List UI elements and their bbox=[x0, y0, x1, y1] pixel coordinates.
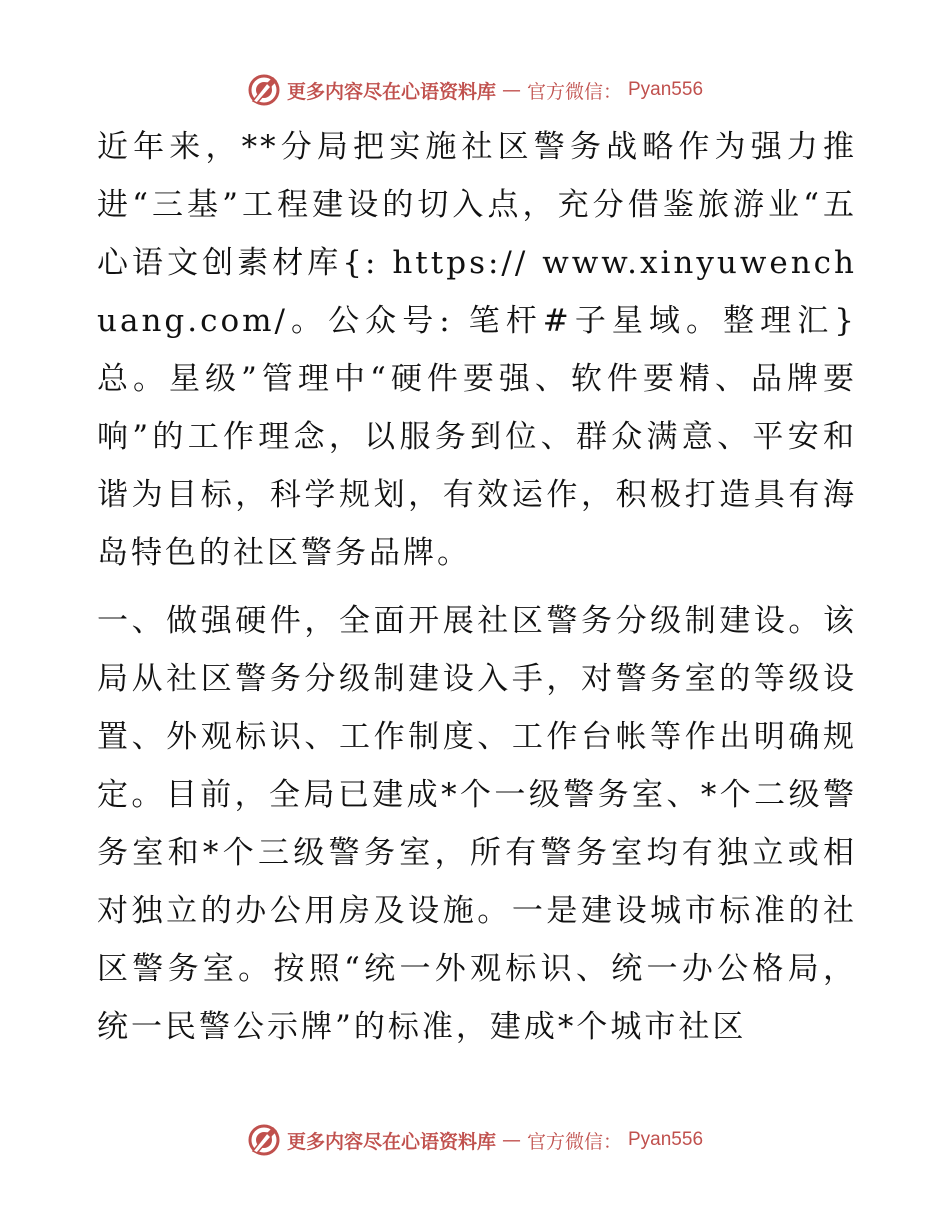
footer-official-label: 官方微信： bbox=[526, 1130, 622, 1153]
footer-separator: — bbox=[501, 1129, 521, 1151]
header-official-label: 官方微信： bbox=[526, 80, 622, 103]
pen-logo-icon bbox=[247, 1123, 281, 1157]
footer-watermark-banner bbox=[0, 1120, 950, 1160]
footer-wechat-id: Pyan556 bbox=[628, 1129, 704, 1150]
header-separator: — bbox=[501, 79, 521, 101]
header-watermark-banner bbox=[0, 70, 950, 110]
pen-logo-icon bbox=[247, 73, 281, 107]
document-body bbox=[97, 118, 857, 1056]
header-brand-text: 更多内容尽在心语资料库 bbox=[286, 80, 496, 103]
paragraph-section-one: 一、做强硬件，全面开展社区警务分级制建设。该局从社区警务分级制建设入手，对警务室的等级设置、外观标识、工作制度、工作台帐等作出明确规定。目前，全局已建成*个一级警务室、*个二级警务室和*个三级警务室，所有警务室均有独立或相对独立的办公用房及设施。一是建设城市标准的社区警务室。按照“统一外观标识、统一办公格局，统一民警公示牌”的标准，建成*个城市社区 bbox=[97, 603, 857, 1045]
header-wechat-id: Pyan556 bbox=[628, 79, 704, 100]
footer-brand-text: 更多内容尽在心语资料库 bbox=[286, 1130, 496, 1153]
paragraph-intro: 近年来，**分局把实施社区警务战略作为强力推进“三基”工程建设的切入点，充分借鉴旅游业“五心语文创素材库{: https:// www.xinyuwenchuang.com/。公众号: 笔杆#子星域。整理汇}总。星级”管理中“硬件要强、软件要精、品牌要响”的工作理念，以服务到位、群众满意、平安和谐为目标，科学规划，有效运作，积极打造具有海岛特色的社区警务品牌。 bbox=[97, 129, 857, 571]
